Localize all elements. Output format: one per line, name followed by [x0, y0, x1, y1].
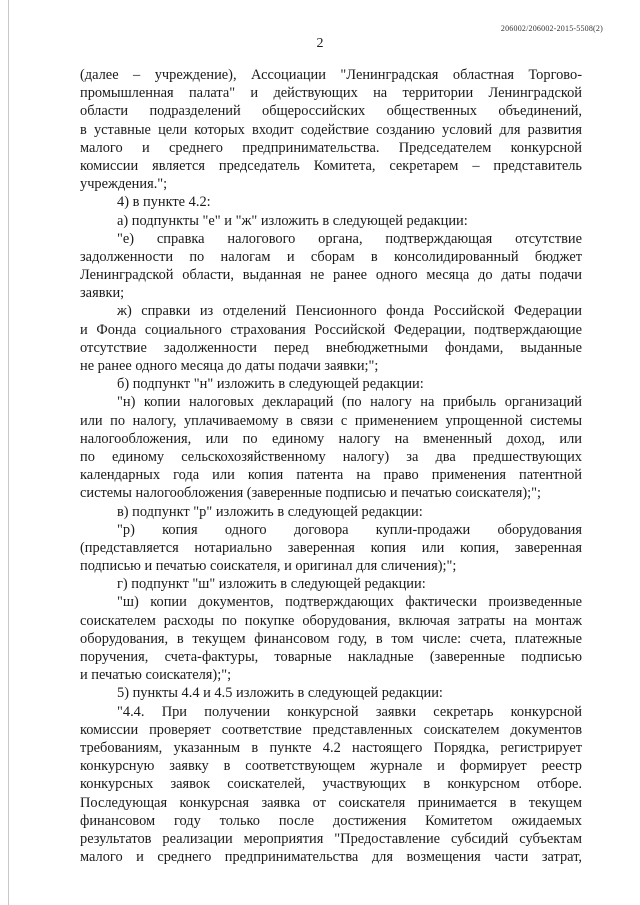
text-line: и печатью соискателя);";	[80, 667, 232, 684]
text-line: малого и среднего предпринимательства для возмещения части затрат,	[80, 849, 582, 866]
text-line: или по налогу, уплачиваемому в связи с применением упрощенной системы	[80, 412, 582, 429]
scan-edge-line	[8, 0, 9, 905]
text-line: не ранее одного месяца до даты подачи заявки;";	[80, 358, 379, 374]
text-line: промышленная палата" и действующих на территории Ленинградской	[80, 85, 582, 102]
text-line: малого и среднего предпринимательства. Председателем конкурсной	[80, 139, 582, 156]
text-line: "ш) копии документов, подтверждающих фактически произведенные	[117, 594, 582, 611]
page-number: 2	[316, 36, 324, 51]
text-line: комиссии является председатель Комитета, секретарем – представитель	[80, 157, 582, 174]
text-line: в) подпункт "р" изложить в следующей редакции:	[117, 503, 423, 520]
text-line: конкурсных заявок соискателей, участвующих в конкурсном отборе.	[80, 776, 582, 793]
text-line: "р) копия одного договора купли-продажи оборудования	[117, 521, 582, 538]
document-code: 206002/206002-2015-5508(2)	[500, 24, 603, 33]
text-line: в уставные цели которых входит содействие созданию условий для развития	[80, 121, 582, 138]
text-line: Ленинградской области, выданная не ранее одного месяца до даты подачи	[80, 267, 582, 284]
text-line: 5) пункты 4.4 и 4.5 изложить в следующей редакции:	[117, 685, 443, 702]
text-line: (представляется нотариально заверенная копия или копия, заверенная	[80, 539, 582, 556]
text-line: "е) справка налогового органа, подтверждающая отсутствие	[117, 230, 582, 247]
text-line: и Фонда социального страхования Российской Федерации, подтверждающие	[80, 321, 582, 338]
text-line: системы налогообложения (заверенные подписью и печатью соискателя);";	[80, 485, 541, 502]
text-line: учреждения.";	[80, 176, 168, 193]
text-line: отсутствие задолженности перед внебюджетными фондами, выданные	[80, 339, 582, 356]
text-line: требованиям, указанным в пункте 4.2 настоящего Порядка, регистрирует	[80, 739, 582, 756]
text-line: г) подпункт "ш" изложить в следующей редакции:	[117, 576, 426, 593]
text-line: ж) справки из отделений Пенсионного фонда Российской Федерации	[117, 303, 582, 320]
text-line: подписью и печатью соискателя, и оригинал для сличения);";	[80, 558, 457, 575]
text-line: "н) копии налоговых деклараций (по налогу на прибыль организаций	[117, 394, 582, 411]
text-line: конкурсную заявку в соответствующем журнале и формирует реестр	[80, 758, 582, 775]
text-line: календарных года или копия патента на право применения патентной	[80, 467, 582, 484]
text-line: б) подпункт "н" изложить в следующей редакции:	[117, 376, 424, 393]
text-line: Последующая конкурсная заявка от соискателя принимается в текущем	[80, 794, 582, 811]
text-line: заявки;	[80, 285, 125, 302]
text-line: области подразделений общероссийских общественных объединений,	[80, 103, 582, 120]
text-line: финансовом году только после достижения Комитетом ожидаемых	[80, 812, 582, 829]
text-line: а) подпункты "е" и "ж" изложить в следующей редакции:	[117, 212, 468, 229]
text-line: налогообложения, или по единому налогу на вмененный доход, или	[80, 430, 582, 447]
text-line: комиссии проверяет соответствие представленных соискателем документов	[80, 721, 582, 738]
text-line: 4) в пункте 4.2:	[117, 194, 211, 211]
text-line: (далее – учреждение), Ассоциации "Ленинградская областная Торгово-	[80, 67, 582, 83]
document-body	[80, 66, 582, 866]
text-line: поручения, счета-фактуры, товарные накладные (заверенные подписью	[80, 649, 582, 665]
text-line: соискателем расходы по покупке оборудования, включая затраты на монтаж	[80, 612, 582, 629]
text-line: оборудования, в текущем финансовом году, в том числе: счета, платежные	[80, 630, 582, 647]
text-line: по единому сельскохозяйственному налогу) за два предшествующих	[80, 448, 582, 465]
text-line: результатов реализации мероприятия "Предоставление субсидий субъектам	[80, 830, 582, 847]
text-line: "4.4. При получении конкурсной заявки секретарь конкурсной	[117, 703, 582, 720]
text-line: задолженности по налогам и сборам в консолидированный бюджет	[80, 248, 582, 265]
